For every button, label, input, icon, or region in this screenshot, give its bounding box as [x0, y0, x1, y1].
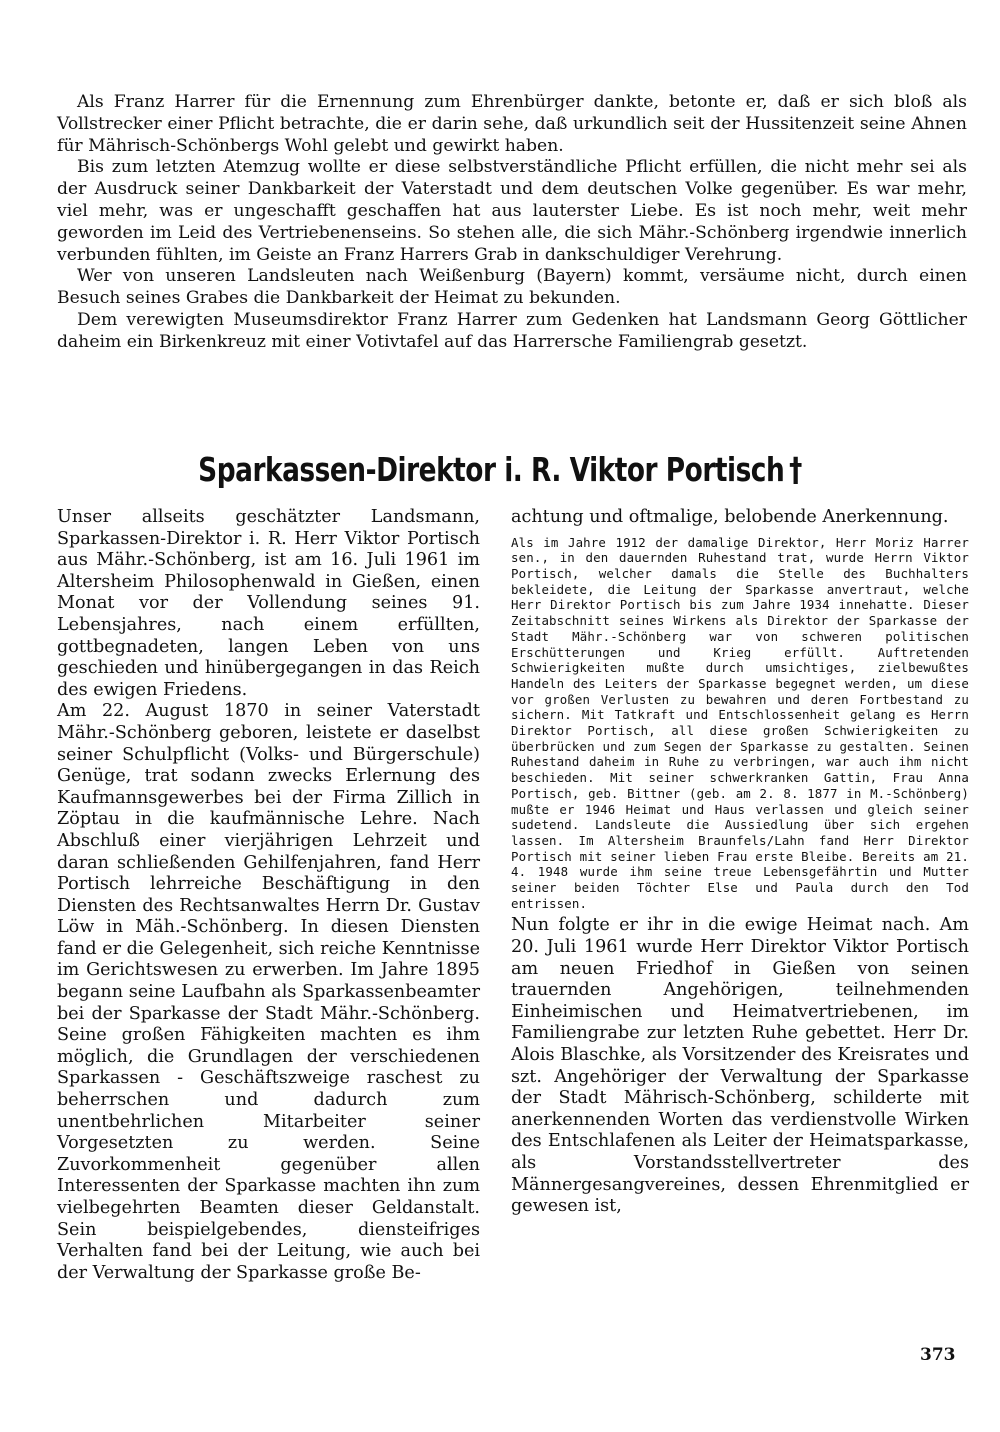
intro-paragraph: Dem verewigten Museumsdirektor Franz Harrer zum Gedenken hat Landsmann Georg Göttlicher daheim ein Birkenkreuz mit einer Votivtafel auf das Harrersche Familiengrab gesetzt. — [57, 309, 967, 352]
cross-symbol: † — [789, 450, 802, 489]
article-small-print-paragraph: Als im Jahre 1912 der damalige Direktor, Herr Moriz Harrer sen., in den dauernden Ruhestand trat, wurde Herrn Viktor Portisch, welcher damals die Stelle des Buchhalters bekleidete, die Leitung der Sparkasse anvertraut, welche Herr Direktor Portisch bis zum Jahre 1934 innehatte. Dieser Zeitabschnitt seines Wirkens als Direktor der Sparkasse der Stadt Mähr.-Schönberg war von schweren politischen Erschütterungen und Krieg erfüllt. Auftretenden Schwierigkeiten mußte durch umsichtiges, zielbewußtes Handeln des Leiters der Sparkasse begegnet werden, um diese vor großen Verlusten zu bewahren und deren Fortbestand zu sichern. Mit Tatkraft und Entschlossenheit gelang es Herrn Direktor Portisch, all diese großen Schwierigkeiten zu überbrücken und zum Segen der Sparkasse zu gestalten. Seinen Ruhestand daheim in Ruhe zu verbringen, war auch ihm nicht beschieden. Mit seiner schwerkranken Gattin, Frau Anna Portisch, geb. Bittner (geb. am 2. 8. 1877 in M.-Schönberg) mußte er 1946 Heimat und Haus verlassen und gleich seiner sudetend. Landsleute die Aussiedlung über sich ergehen lassen. Im Altersheim Braunfels/Lahn fand Herr Direktor Portisch mit seiner lieben Frau erste Bleibe. Bereits am 21. 4. 1948 wurde ihm seine treue Lebensgefährtin und Mutter seiner beiden Töchter Else und Paula durch den Tod entrissen. — [511, 534, 969, 911]
article-title: Sparkassen-Direktor i. R. Viktor Portisch — [198, 450, 785, 489]
intro-paragraph: Bis zum letzten Atemzug wollte er diese selbstverständliche Pflicht erfüllen, die nicht mehr sei als der Ausdruck seiner Dankbarkeit der Vaterstadt und dem deutschen Volke gegenüber. Es war mehr, viel mehr, was er ungeschafft geschaffen hat aus lauterster Liebe. Es ist noch mehr, weit mehr geworden im Leid des Vertriebenenseins. So stehen alle, die sich Mähr.-Schönberg irgendwie innerlich verbunden fühlten, im Geiste an Franz Harrers Grab in dankschuldiger Verehrung. — [57, 157, 967, 265]
article-left-column — [57, 507, 480, 1284]
intro-paragraph: Wer von unseren Landsleuten nach Weißenburg (Bayern) kommt, versäume nicht, durch einen Besuch seines Grabes die Dankbarkeit der Heimat zu bekunden. — [57, 266, 967, 309]
article-paragraph: Unser allseits geschätzter Landsmann, Sparkassen-Direktor i. R. Herr Viktor Portisch aus Mähr.-Schönberg, ist am 16. Juli 1961 im Altersheim Philosophenwald in Gießen, einen Monat vor der Vollendung seines 91. Lebensjahres, nach einem erfüllten, gottbegnadeten, langen Leben von uns geschieden und hinübergegangen in das Reich des ewigen Friedens. — [57, 507, 480, 700]
article-paragraph: Nun folgte er ihr in die ewige Heimat nach. Am 20. Juli 1961 wurde Herr Direktor Viktor Portisch am neuen Friedhof in Gießen von seinen trauernden Angehörigen, teilnehmenden Einheimischen und Heimatvertriebenen, im Familiengrabe zur letzten Ruhe gebettet. Herr Dr. Alois Blaschke, als Vorsitzender des Kreisrates und szt. Angehöriger der Verwaltung der Sparkasse der Stadt Mährisch-Schönberg, schilderte mit anerkennenden Worten das verdienstvolle Wirken des Entschlafenen als Leiter der Heimatsparkasse, als Vorstandsstellvertreter des Männergesangvereines, dessen Ehrenmitglied er gewesen ist, — [511, 915, 969, 1217]
article-right-column — [511, 507, 969, 1218]
page-number: 373 — [920, 1345, 956, 1365]
article-paragraph: achtung und oftmalige, belobende Anerkennung. — [511, 507, 949, 527]
article-paragraph: Am 22. August 1870 in seiner Vaterstadt Mähr.-Schönberg geboren, leistete er daselbst seiner Schulpflicht (Volks- und Bürgerschule) Genüge, trat sodann zwecks Erlernung des Kaufmannsgewerbes bei der Firma Zillich in Zöptau in die kaufmännische Lehre. Nach Abschluß einer vierjährigen Lehrzeit und daran schließenden Gehilfenjahren, fand Herr Portisch lehrreiche Beschäftigung in den Diensten des Rechtsanwaltes Herrn Dr. Gustav Löw in Mäh.-Schönberg. In diesen Diensten fand er die Gelegenheit, sich reiche Kenntnisse im Gerichtswesen zu erwerben. Im Jahre 1895 begann seine Laufbahn als Sparkassenbeamter bei der Sparkasse der Stadt Mähr.-Schönberg. Seine großen Fähigkeiten machten es ihm möglich, die Grundlagen der verschiedenen Sparkassen - Geschäftszweige raschest zu beherrschen und dadurch zum unentbehrlichen Mitarbeiter seiner Vorgesetzten zu werden. Seine Zuvorkommenheit gegenüber allen Interessenten der Sparkasse machten ihn zum vielbegehrten Beamten dieser Geldanstalt. Sein beispielgebendes, diensteifriges Verhalten fand bei der Leitung, wie auch bei der Verwaltung der Sparkasse große Be- — [57, 701, 480, 1283]
article-headline — [100, 450, 900, 489]
intro-paragraph: Als Franz Harrer für die Ernennung zum Ehrenbürger dankte, betonte er, daß er sich bloß als Vollstrecker einer Pflicht betrachte, die er darin sehe, daß urkundlich seit der Hussitenzeit seine Ahnen für Mährisch-Schönbergs Wohl gelebt und gewirkt haben. — [57, 92, 967, 156]
intro-section — [57, 92, 967, 354]
